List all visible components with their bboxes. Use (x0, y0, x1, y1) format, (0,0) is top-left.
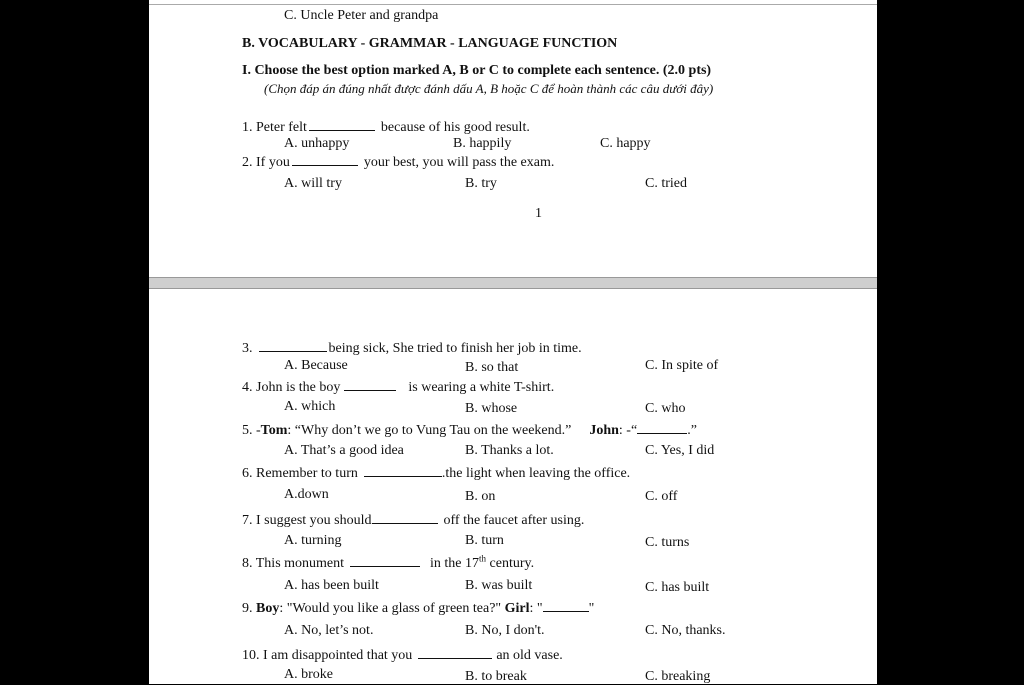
question-3-option-c: C. In spite of (645, 358, 719, 373)
question-7-option-b: B. turn (465, 533, 504, 548)
question-7-blank (372, 511, 438, 524)
question-3 (242, 339, 582, 357)
exercise-instruction-vietnamese: (Chọn đáp án đúng nhất được đánh dấu A, B hoặc C để hoàn thành các câu dưới đây) (264, 81, 714, 96)
question-1 (242, 118, 530, 136)
question-8 (242, 554, 534, 572)
question-10 (242, 646, 563, 664)
question-5-option-c: C. Yes, I did (645, 443, 715, 458)
question-6-blank (364, 464, 442, 477)
question-8-option-a: A. has been built (284, 578, 379, 593)
question-1-option-c: C. happy (600, 136, 651, 151)
question-9-speaker-girl: Girl (504, 601, 530, 616)
question-8-stem-mid: in the 17 (430, 556, 480, 571)
question-9-option-c: C. No, thanks. (645, 623, 726, 638)
prev-question-option-c: C. Uncle Peter and grandpa (284, 8, 439, 23)
question-5-option-b: B. Thanks a lot. (465, 443, 554, 458)
question-5-line: : “Why don’t we go to Vung Tau on the weekend.” (287, 423, 572, 438)
question-2-blank (292, 153, 358, 166)
question-3-stem-start: 3. (242, 341, 253, 356)
question-3-option-a: A. Because (284, 358, 348, 373)
question-9 (242, 599, 594, 617)
question-5-speaker-tom: Tom (260, 423, 288, 438)
question-5 (242, 421, 697, 439)
question-4-option-a: A. which (284, 399, 336, 414)
question-9-line: : "Would you like a glass of green tea?" (279, 601, 502, 616)
question-4-option-c: C. who (645, 401, 686, 416)
exercise-instruction: I. Choose the best option marked A, B or C to complete each sentence. (2.0 pts) (242, 63, 712, 78)
question-8-option-c: C. has built (645, 580, 710, 595)
question-7-stem-end: off the faucet after using. (443, 513, 585, 528)
question-6-stem-end: .the light when leaving the office. (441, 466, 631, 481)
question-4-stem-end: is wearing a white T-shirt. (408, 380, 555, 395)
question-6-option-a: A.down (284, 487, 329, 502)
question-10-stem-end: an old vase. (496, 648, 563, 663)
question-7 (242, 511, 584, 529)
question-5-number: 5. - (242, 423, 261, 438)
page-number: 1 (535, 206, 542, 221)
question-6 (242, 464, 630, 482)
question-7-option-c: C. turns (645, 535, 690, 550)
question-4-stem-start: 4. John is the boy (242, 380, 341, 395)
question-4-option-b: B. whose (465, 401, 518, 416)
question-9-speaker-boy: Boy (256, 601, 280, 616)
question-10-option-b: B. to break (465, 669, 527, 684)
question-2-option-c: C. tried (645, 176, 687, 191)
question-1-stem-start: 1. Peter felt (242, 120, 307, 135)
question-2-stem-start: 2. If you (242, 155, 290, 170)
question-2-option-b: B. try (465, 176, 497, 191)
worksheet-page-1 (149, 0, 877, 277)
question-10-option-c: C. breaking (645, 669, 711, 684)
question-8-option-b: B. was built (465, 578, 533, 593)
question-5-option-a: A. That’s a good idea (284, 443, 404, 458)
question-5-speaker-john: John (589, 423, 619, 438)
question-9-number: 9. (242, 601, 253, 616)
page-top-rule (149, 4, 877, 5)
question-9-reply-close: " (588, 601, 595, 616)
page-separator (149, 277, 877, 289)
question-8-stem-end: century. (486, 556, 535, 571)
question-1-blank (309, 118, 375, 131)
question-9-blank (543, 599, 589, 612)
question-5-reply-close: .” (687, 423, 697, 438)
question-2-option-a: A. will try (284, 176, 342, 191)
section-title: B. VOCABULARY - GRAMMAR - LANGUAGE FUNCTION (242, 36, 618, 51)
question-8-superscript: th (479, 553, 487, 564)
question-3-stem-end: being sick, She tried to finish her job in time. (328, 341, 582, 356)
question-6-option-b: B. on (465, 489, 496, 504)
question-8-stem-start: 8. This monument (242, 556, 345, 571)
question-3-blank (259, 339, 327, 352)
question-10-option-a: A. broke (284, 667, 333, 682)
question-8-blank (350, 554, 420, 567)
question-5-blank (637, 421, 687, 434)
question-1-option-b: B. happily (453, 136, 512, 151)
question-9-reply-open: : " (529, 601, 543, 616)
question-4-blank (344, 378, 396, 391)
question-7-stem-start: 7. I suggest you should (242, 513, 372, 528)
question-7-option-a: A. turning (284, 533, 342, 548)
question-9-option-b: B. No, I don't. (465, 623, 545, 638)
question-1-stem-end: because of his good result. (380, 120, 530, 135)
question-5-reply-open: : -“ (618, 423, 638, 438)
question-10-blank (418, 646, 492, 659)
question-6-stem-start: 6. Remember to turn (242, 466, 358, 481)
question-2-stem-end: your best, you will pass the exam. (363, 155, 555, 170)
worksheet-page-2 (149, 289, 877, 684)
question-4 (242, 378, 554, 396)
question-3-option-b: B. so that (465, 360, 519, 375)
question-10-stem-start: 10. I am disappointed that you (242, 648, 413, 663)
question-1-option-a: A. unhappy (284, 136, 350, 151)
question-9-option-a: A. No, let’s not. (284, 623, 374, 638)
question-6-option-c: C. off (645, 489, 678, 504)
question-2 (242, 153, 554, 171)
